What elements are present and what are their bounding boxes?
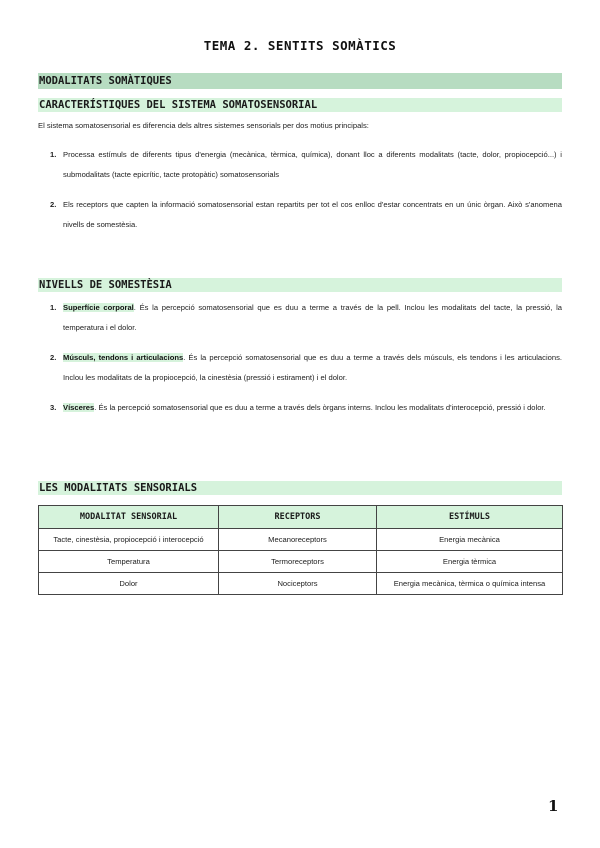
list-item (38, 195, 562, 235)
table-cell: Temperatura (39, 551, 219, 573)
table-cell: Tacte, cinestèsia, propiocepció i interocepció (39, 529, 219, 551)
table-cell: Energia mecànica (377, 529, 563, 551)
table-cell: Termoreceptors (219, 551, 377, 573)
list-item (38, 348, 562, 388)
list-item (38, 145, 562, 185)
list-number: 1. (50, 303, 57, 312)
highlighted-term: Superfície corporal (63, 303, 134, 312)
section-heading-nivells-somestesia: NIVELLS DE SOMESTÈSIA (38, 278, 562, 292)
table-header-row (39, 506, 563, 529)
section-heading-modalitats-sensorials: LES MODALITATS SENSORIALS (38, 481, 562, 495)
subheading-caracteristiques: CARACTERÍSTIQUES DEL SISTEMA SOMATOSENSORIAL (38, 98, 562, 112)
table-row (39, 551, 563, 573)
sensory-modalities-table (38, 505, 563, 595)
list-number: 2. (50, 200, 57, 209)
highlighted-term: Músculs, tendons i articulacions (63, 353, 184, 362)
list-number: 3. (50, 403, 57, 412)
list-number: 1. (50, 150, 57, 159)
list-item (38, 298, 562, 338)
intro-paragraph: El sistema somatosensorial es diferencia dels altres sistemes sensorials per dos motius principals: (38, 121, 369, 130)
list-item-text: . És la percepció somatosensorial que es duu a terme a través dels músculs, els tendons i les articulacions. Inclou les modalitats de la propiocepció, la cinestèsia (pressió i estirament) i el dolor. (63, 353, 562, 382)
highlighted-term: Vísceres (63, 403, 95, 412)
table-row (39, 529, 563, 551)
table-cell: Mecanoreceptors (219, 529, 377, 551)
column-header-receptors: RECEPTORS (219, 506, 377, 529)
list-item-text: Els receptors que capten la informació somatosensorial estan repartits per tot el cos enlloc d'estar concentrats en un únic òrgan. Això s'anomena nivells de somestèsia. (63, 200, 562, 229)
page-title: TEMA 2. SENTITS SOMÀTICS (203, 38, 397, 53)
characteristics-list (38, 145, 562, 235)
list-item (38, 398, 562, 418)
column-header-estimuls: ESTÍMULS (377, 506, 563, 529)
page-number: 1 (548, 797, 559, 815)
list-number: 2. (50, 353, 57, 362)
levels-list (38, 298, 562, 418)
table-cell: Nociceptors (219, 573, 377, 595)
table-cell: Energia mecànica, tèrmica o química intensa (377, 573, 563, 595)
column-header-modalitat: MODALITAT SENSORIAL (39, 506, 219, 529)
list-item-text: . És la percepció somatosensorial que es duu a terme a través dels òrgans interns. Inclou les modalitats d'interocepció, pressió i dolor. (94, 403, 546, 412)
table-cell: Energia tèrmica (377, 551, 563, 573)
list-item-text: Processa estímuls de diferents tipus d'energia (mecànica, tèrmica, química), donant lloc a diferents modalitats (tacte, dolor, propiocepció...) i submodalitats (tacte epicrític, tacte protopàtic) somatosensorials (63, 150, 562, 179)
table-cell: Dolor (39, 573, 219, 595)
table-row (39, 573, 563, 595)
list-item-text: . És la percepció somatosensorial que es duu a terme a través de la pell. Inclou les modalitats del tacte, la pressió, la temperatura i el dolor. (63, 303, 562, 332)
section-heading-modalitats-somatiques: MODALITATS SOMÀTIQUES (38, 73, 562, 89)
